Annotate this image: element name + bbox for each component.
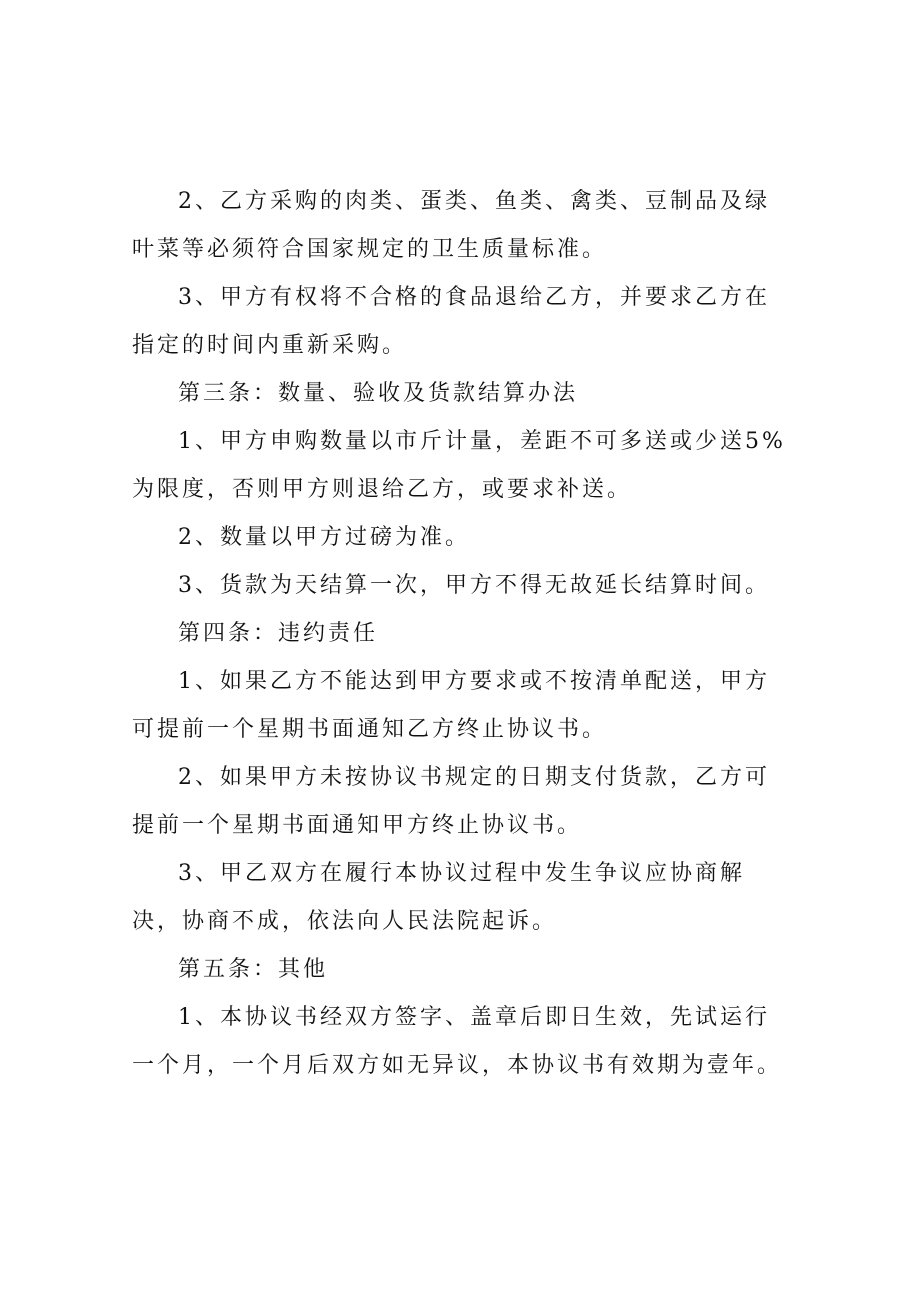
clause-5-item-1: 1、本协议书经双方签字、盖章后即日生效，先试运行一个月，一个月后双方如无异议，本协议书有效期为壹年。 bbox=[132, 1005, 783, 1078]
document-body bbox=[132, 178, 792, 1090]
clause-4-heading: 第四条：违约责任 bbox=[178, 621, 379, 646]
clause-2-item-3: 3、甲方有权将不合格的食品退给乙方，并要求乙方在指定的时间内重新采购。 bbox=[132, 285, 770, 358]
clause-5-heading: 第五条：其他 bbox=[178, 957, 329, 982]
clause-3-item-3: 3、货款为天结算一次，甲方不得无故延长结算时间。 bbox=[178, 573, 770, 598]
clause-4-item-2: 2、如果甲方未按协议书规定的日期支付货款，乙方可提前一个星期书面通知甲方终止协议书。 bbox=[132, 765, 770, 838]
clause-3-item-1: 1、甲方申购数量以市斤计量，差距不可多送或少送5%为限度，否则甲方则退给乙方，或要求补送。 bbox=[132, 429, 786, 502]
clause-3-item-2: 2、数量以甲方过磅为准。 bbox=[178, 525, 470, 550]
clause-3-heading: 第三条：数量、验收及货款结算办法 bbox=[178, 381, 579, 406]
clause-4-item-1: 1、如果乙方不能达到甲方要求或不按清单配送，甲方可提前一个星期书面通知乙方终止协议书。 bbox=[132, 669, 770, 742]
clause-2-item-2: 2、乙方采购的肉类、蛋类、鱼类、禽类、豆制品及绿叶菜等必须符合国家规定的卫生质量标准。 bbox=[132, 189, 770, 262]
clause-4-item-3: 3、甲乙双方在履行本协议过程中发生争议应协商解决，协商不成，依法向人民法院起诉。 bbox=[132, 861, 745, 934]
